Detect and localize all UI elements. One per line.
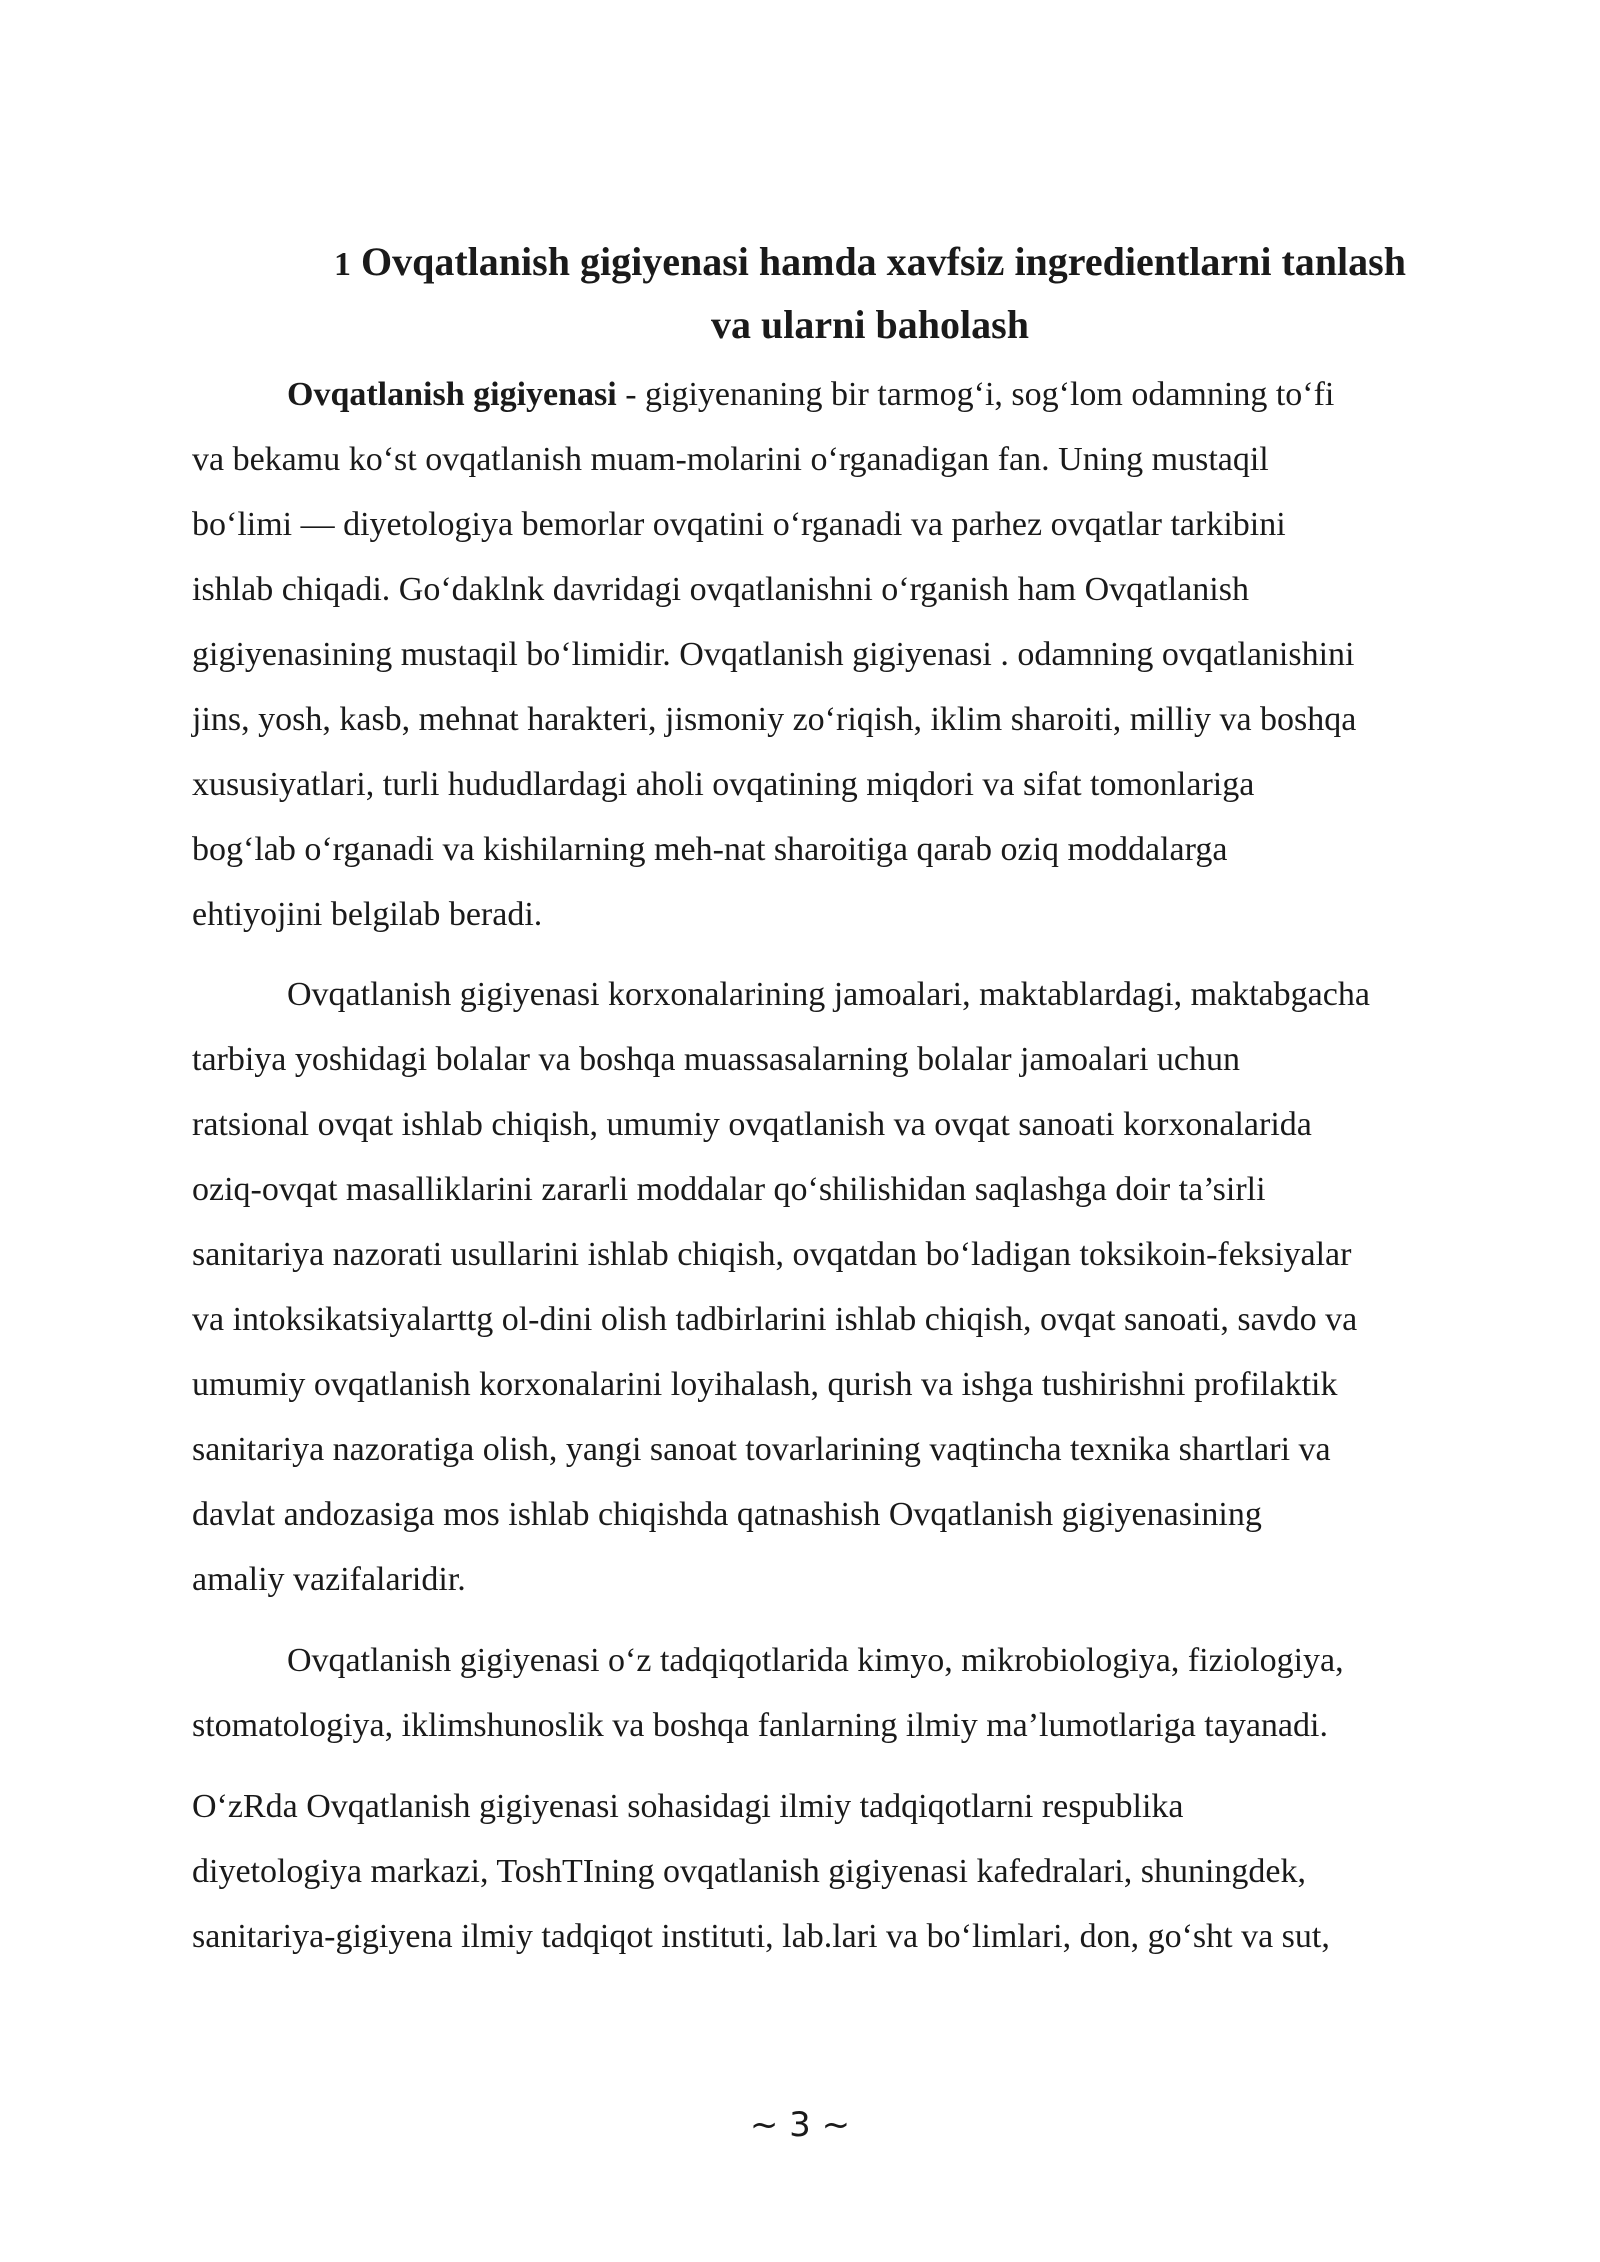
paragraph-2-line: sanitariya nazoratiga olish, yangi sanoat tovarlarining vaqtincha texnika shartlari va [192,1431,1331,1468]
paragraph-3-line: Ovqatlanish gigiyenasi o‘z tadqiqotlarida kimyo, mikrobiologiya, fiziologiya, [287,1642,1344,1679]
paragraph-1-line: gigiyenasining mustaqil bo‘limidir. Ovqatlanish gigiyenasi . odamning ovqatlanishini [192,636,1355,673]
paragraph-1-line [192,362,1502,427]
paragraph-4-line: O‘zRda Ovqatlanish gigiyenasi sohasidagi ilmiy tadqiqotlarni respublika [192,1788,1184,1825]
paragraph-1-line: xususiyatlari, turli hududlardagi aholi ovqatining miqdori va sifat tomonlariga [192,766,1255,803]
paragraph-1-line: ishlab chiqadi. Go‘daklnk davridagi ovqatlanishni o‘rganish ham Ovqatlanish [192,571,1249,608]
term-bold: Ovqatlanish gigiyenasi [287,376,617,413]
heading-number: 1 [334,246,351,283]
paragraph-2-line: umumiy ovqatlanish korxonalarini loyihalash, qurish va ishga tushirishni profilaktik [192,1366,1338,1403]
paragraph-4-line: sanitariya-gigiyena ilmiy tadqiqot instituti, lab.lari va bo‘limlari, don, go‘sht va sut, [192,1918,1330,1955]
paragraph-4-line: diyetologiya markazi, ToshTIning ovqatlanish gigiyenasi kafedralari, shuningdek, [192,1853,1306,1890]
paragraph-2-line: Ovqatlanish gigiyenasi korxonalarining jamoalari, maktablardagi, maktabgacha [287,976,1370,1013]
paragraph-3-line: stomatologiya, iklimshunoslik va boshqa fanlarning ilmiy ma’lumotlariga tayanadi. [192,1707,1328,1744]
paragraph-2-line: sanitariya nazorati usullarini ishlab chiqish, ovqatdan bo‘ladigan toksikoin-feksiyalar [192,1236,1352,1273]
section-heading [270,232,1470,355]
paragraph-2-line: ratsional ovqat ishlab chiqish, umumiy ovqatlanish va ovqat sanoati korxonalarida [192,1106,1312,1143]
paragraph-1-line: va bekamu ko‘st ovqatlanish muam-molarini o‘rganadigan fan. Uning mustaqil [192,441,1269,478]
heading-title-line-2: va ularni baholash [711,302,1029,347]
paragraph-2-line: tarbiya yoshidagi bolalar va boshqa muassasalarning bolalar jamoalari uchun [192,1041,1241,1078]
paragraph-2-line: oziq-ovqat masalliklarini zararli moddalar qo‘shilishidan saqlashga doir ta’sirli [192,1171,1266,1208]
heading-line-1 [270,232,1470,295]
paragraph-3 [192,1628,1502,1758]
paragraph-1-line: ehtiyojini belgilab beradi. [192,896,543,933]
paragraph-2-line: davlat andozasiga mos ishlab chiqishda qatnashish Ovqatlanish gigiyenasining [192,1496,1262,1533]
paragraph-1-line: bog‘lab o‘rganadi va kishilarning meh-nat sharoitiga qarab oziq moddalarga [192,831,1228,868]
paragraph-1-line: bo‘limi — diyetologiya bemorlar ovqatini o‘rganadi va parhez ovqatlar tarkibini [192,506,1286,543]
paragraph-2-line: va intoksikatsiyalarttg ol-dini olish tadbirlarini ishlab chiqish, ovqat sanoati, savdo va [192,1301,1358,1338]
paragraph-2-line: amaliy vazifalaridir. [192,1561,466,1598]
paragraph-1-line-text: - gigiyenaning bir tarmog‘i, sog‘lom odamning to‘fi [616,376,1335,413]
heading-title-line-1: Ovqatlanish gigiyenasi hamda xavfsiz ingredientlarni tanlash [361,239,1406,284]
paragraph-1-line: jins, yosh, kasb, mehnat harakteri, jismoniy zo‘riqish, iklim sharoiti, milliy va boshqa [192,701,1357,738]
paragraph-4 [192,1774,1502,1969]
paragraph-2 [192,962,1502,1612]
paragraph-1 [192,362,1502,947]
page-number: ~ 3 ~ [749,2105,851,2145]
